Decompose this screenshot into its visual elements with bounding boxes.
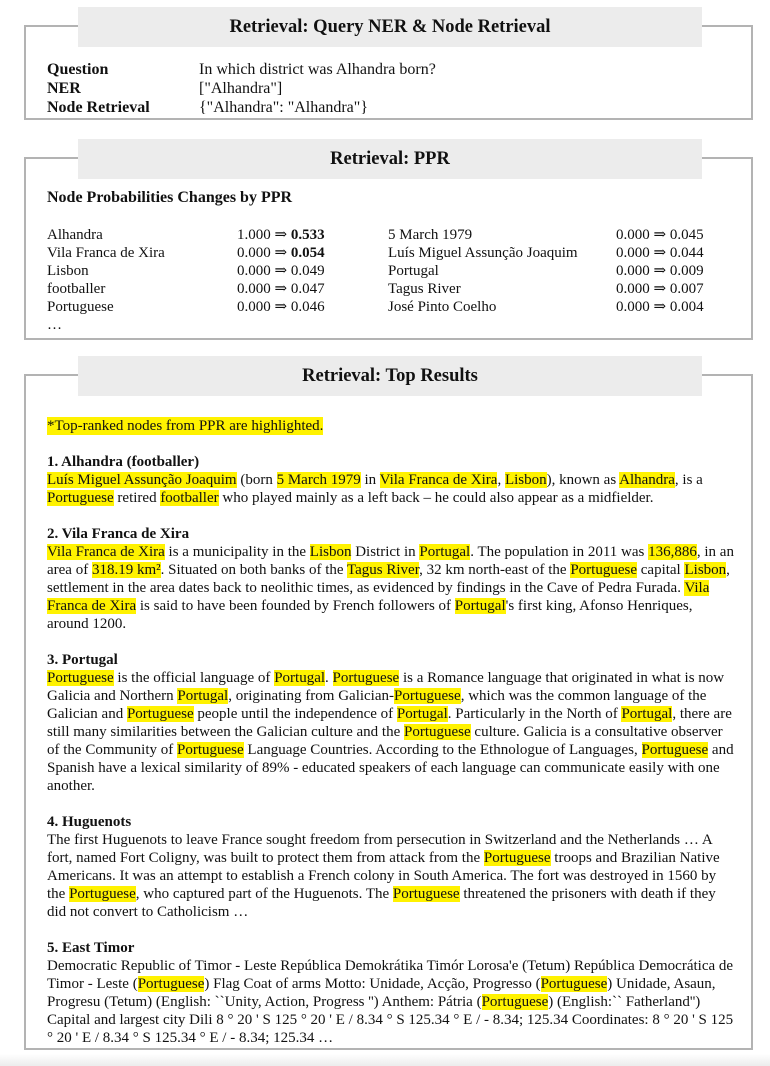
ppr-node-row <box>47 298 325 316</box>
ppr-arrow: ⇒ <box>653 299 667 315</box>
ppr-after-value: 0.049 <box>290 263 325 279</box>
result-list <box>47 453 737 1047</box>
highlighted-node: Alhandra <box>619 472 675 488</box>
ppr-node-change <box>616 262 704 280</box>
highlighted-node: Portugal <box>419 544 471 560</box>
ppr-node-change <box>616 244 704 262</box>
ppr-node-name: Alhandra <box>47 227 103 243</box>
highlighted-node: Lisbon <box>504 472 547 488</box>
ppr-node-row <box>388 280 704 298</box>
result-title: 5. East Timor <box>47 940 135 956</box>
highlighted-node: 136,886 <box>648 544 697 560</box>
highlighted-node: Tagus River <box>347 562 420 578</box>
ppr-node-row <box>47 280 325 298</box>
ppr-arrow: ⇒ <box>274 245 288 261</box>
query-row-ner <box>47 79 436 98</box>
ppr-after-value: 0.004 <box>669 299 704 315</box>
question-value: In which district was Alhandra born? <box>199 61 436 78</box>
ppr-before-value: 0.000 <box>616 263 650 279</box>
ppr-node-name: José Pinto Coelho <box>388 299 497 315</box>
ppr-node-row <box>388 262 704 280</box>
ppr-node-row <box>388 298 704 316</box>
highlighted-node: Portuguese <box>394 688 461 704</box>
highlighted-node: Portuguese <box>540 976 608 992</box>
page-bottom-shade <box>0 1054 770 1066</box>
ppr-before-value: 0.000 <box>237 263 271 279</box>
highlighted-node: Portuguese <box>483 850 551 866</box>
results-body <box>47 417 737 1047</box>
top-results-section <box>24 366 753 1050</box>
highlighted-node: Portuguese <box>47 670 114 686</box>
highlighted-node: Lisbon <box>309 544 352 560</box>
highlighted-node: Portugal <box>274 670 326 686</box>
ppr-node-name: Luís Miguel Assunção Joaquim <box>388 245 578 261</box>
result-item <box>47 525 737 633</box>
ppr-node-row <box>47 226 325 244</box>
ppr-node-change <box>237 226 325 244</box>
ppr-node-change <box>237 298 325 316</box>
node-retrieval-value: {"Alhandra": "Alhandra"} <box>199 99 368 116</box>
result-text: The first Huguenots to leave France sought freedom from persecution in Switzerland and the Netherlands … A fort, named Fort Coligny, was built to protect them from attack from the Portuguese troops and Brazilian Native Americans. It was an attempt to establish a French colony in South America. The fort was destroyed in 1560 by the Portuguese, who captured part of the Huguenots. The Portuguese threatened the prisoners with death if they did not convert to Catholicism … <box>47 832 720 920</box>
highlighted-node: Portuguese <box>332 670 400 686</box>
ppr-arrow: ⇒ <box>653 227 667 243</box>
highlighted-node: Portuguese <box>126 706 194 722</box>
result-item <box>47 813 737 921</box>
result-title: 1. Alhandra (footballer) <box>47 454 200 470</box>
ppr-node-name: Portuguese <box>47 299 114 315</box>
ppr-before-value: 0.000 <box>616 227 650 243</box>
highlighted-node: 5 March 1979 <box>276 472 361 488</box>
ppr-node-name: Lisbon <box>47 263 89 279</box>
highlighted-node: Vila Franca de Xira <box>379 472 498 488</box>
result-text: Luís Miguel Assunção Joaquim (born 5 March 1979 in Vila Franca de Xira, Lisbon), known as Alhandra, is a Portuguese retired footballer who played mainly as a left back – he could also appear as a midfielder. <box>47 472 703 506</box>
highlighted-node: Portugal <box>454 598 506 614</box>
ppr-before-value: 1.000 <box>237 227 271 243</box>
ner-label: NER <box>47 80 81 97</box>
ppr-after-value: 0.045 <box>669 227 704 243</box>
highlighted-node: Portuguese <box>69 886 136 902</box>
highlighted-node: Portuguese <box>392 886 460 902</box>
ppr-after-value: 0.054 <box>290 245 325 261</box>
query-ner-section <box>24 17 753 120</box>
ppr-left-column <box>47 226 325 334</box>
highlighted-node: Portugal <box>177 688 229 704</box>
result-item <box>47 651 737 795</box>
ppr-node-change <box>237 280 325 298</box>
ppr-ellipsis: … <box>47 317 62 333</box>
ppr-node-change <box>237 262 325 280</box>
query-ner-title: Retrieval: Query NER & Node Retrieval <box>78 7 702 47</box>
ppr-after-value: 0.007 <box>669 281 704 297</box>
ppr-after-value: 0.044 <box>669 245 704 261</box>
highlighted-node: Portuguese <box>403 724 471 740</box>
question-label: Question <box>47 61 109 78</box>
query-row-question <box>47 60 436 79</box>
highlighted-node: Portuguese <box>570 562 637 578</box>
ppr-before-value: 0.000 <box>616 281 650 297</box>
ppr-node-name: Vila Franca de Xira <box>47 245 165 261</box>
ppr-arrow: ⇒ <box>274 263 288 279</box>
highlighted-node: Portuguese <box>137 976 205 992</box>
highlighted-node: Portugal <box>396 706 448 722</box>
ppr-node-row <box>47 244 325 262</box>
ppr-arrow: ⇒ <box>653 281 667 297</box>
ppr-node-name: 5 March 1979 <box>388 227 473 243</box>
ppr-after-value: 0.009 <box>669 263 704 279</box>
ppr-after-value: 0.533 <box>290 227 325 243</box>
result-title: 2. Vila Franca de Xira <box>47 526 190 542</box>
highlighted-node: footballer <box>160 490 219 506</box>
ppr-node-name: Portugal <box>388 263 439 279</box>
highlighted-node: Portuguese <box>481 994 549 1010</box>
ppr-arrow: ⇒ <box>274 299 288 315</box>
highlighted-node: Portugal <box>621 706 673 722</box>
ppr-section <box>24 149 753 340</box>
highlighted-node: Lisbon <box>684 562 727 578</box>
ppr-node-name: Tagus River <box>388 281 461 297</box>
ppr-node-row <box>388 226 704 244</box>
highlight-note: *Top-ranked nodes from PPR are highlighted. <box>47 418 324 434</box>
ppr-title: Retrieval: PPR <box>78 139 702 179</box>
highlighted-node: Portuguese <box>641 742 709 758</box>
highlighted-node: Portuguese <box>47 490 114 506</box>
highlighted-node: Vila Franca de Xira <box>47 580 710 614</box>
ppr-node-change <box>237 244 325 262</box>
node-retrieval-label: Node Retrieval <box>47 99 150 116</box>
ppr-arrow: ⇒ <box>274 281 288 297</box>
query-grid <box>47 60 436 117</box>
ppr-after-value: 0.047 <box>290 281 325 297</box>
ppr-subtitle: Node Probabilities Changes by PPR <box>47 189 293 206</box>
ppr-arrow: ⇒ <box>274 227 288 243</box>
highlighted-node: Luís Miguel Assunção Joaquim <box>47 472 237 488</box>
result-text: Democratic Republic of Timor - Leste República Demokrátika Timór Lorosa'e (Tetum) República Democrática de Timor - Leste (Portuguese) Flag Coat of arms Motto: Unidade, Acção, Progresso (Portuguese) Unidade, Asaun, Progresu (Tetum) (English: ``Unity, Action, Progress '') Anthem: Pátria (Portuguese) (English:`` Fatherland'') Capital and largest city Dili 8 ° 20 ' S 125 ° 20 ' E / 8.34 ° S 125.34 ° E / - 8.34; 125.34 Coordinates: 8 ° 20 ' S 125 ° 20 ' E / 8.34 ° S 125.34 ° E / - 8.34; 125.34 … <box>47 958 734 1046</box>
ppr-node-row <box>388 244 704 262</box>
result-text: Portuguese is the official language of Portugal. Portuguese is a Romance language that originated in what is now Galicia and Northern Portugal, originating from Galician-Portuguese, which was the common language of the Galician and Portuguese people until the independence of Portugal. Particularly in the North of Portugal, there are still many similarities between the Galician culture and the Portuguese culture. Galicia is a consultative observer of the Community of Portuguese Language Countries. According to the Ethnologue of Languages, Portuguese and Spanish have a lexical similarity of 89% - educated speakers of each language can communicate easily with one another. <box>47 670 734 794</box>
ppr-before-value: 0.000 <box>237 245 271 261</box>
ppr-before-value: 0.000 <box>616 245 650 261</box>
result-title: 4. Huguenots <box>47 814 132 830</box>
ppr-before-value: 0.000 <box>237 281 271 297</box>
ner-value: ["Alhandra"] <box>199 80 283 97</box>
query-row-node-retrieval <box>47 98 436 117</box>
ppr-node-change <box>616 226 704 244</box>
ppr-before-value: 0.000 <box>237 299 271 315</box>
ppr-right-column <box>388 226 704 316</box>
highlighted-node: Vila Franca de Xira <box>47 544 165 560</box>
ppr-arrow: ⇒ <box>653 263 667 279</box>
ppr-node-change <box>616 298 704 316</box>
ppr-node-row <box>47 262 325 280</box>
result-item <box>47 453 737 507</box>
highlighted-node: 318.19 km² <box>91 562 161 578</box>
ppr-node-change <box>616 280 704 298</box>
ppr-node-name: footballer <box>47 281 106 297</box>
top-results-title: Retrieval: Top Results <box>78 356 702 396</box>
result-text: Vila Franca de Xira is a municipality in the Lisbon District in Portugal. The population in 2011 was 136,886, in an area of 318.19 km². Situated on both banks of the Tagus River, 32 km north-east of the Portuguese capital Lisbon, settlement in the area dates back to neolithic times, as evidenced by findings in the Cave of Pedra Furada. Vila Franca de Xira is said to have been founded by French followers of Portugal's first king, Afonso Henriques, around 1200. <box>47 544 734 632</box>
ppr-arrow: ⇒ <box>653 245 667 261</box>
result-item <box>47 939 737 1047</box>
highlighted-node: Portuguese <box>177 742 244 758</box>
result-title: 3. Portugal <box>47 652 118 668</box>
ppr-after-value: 0.046 <box>290 299 325 315</box>
ppr-before-value: 0.000 <box>616 299 650 315</box>
